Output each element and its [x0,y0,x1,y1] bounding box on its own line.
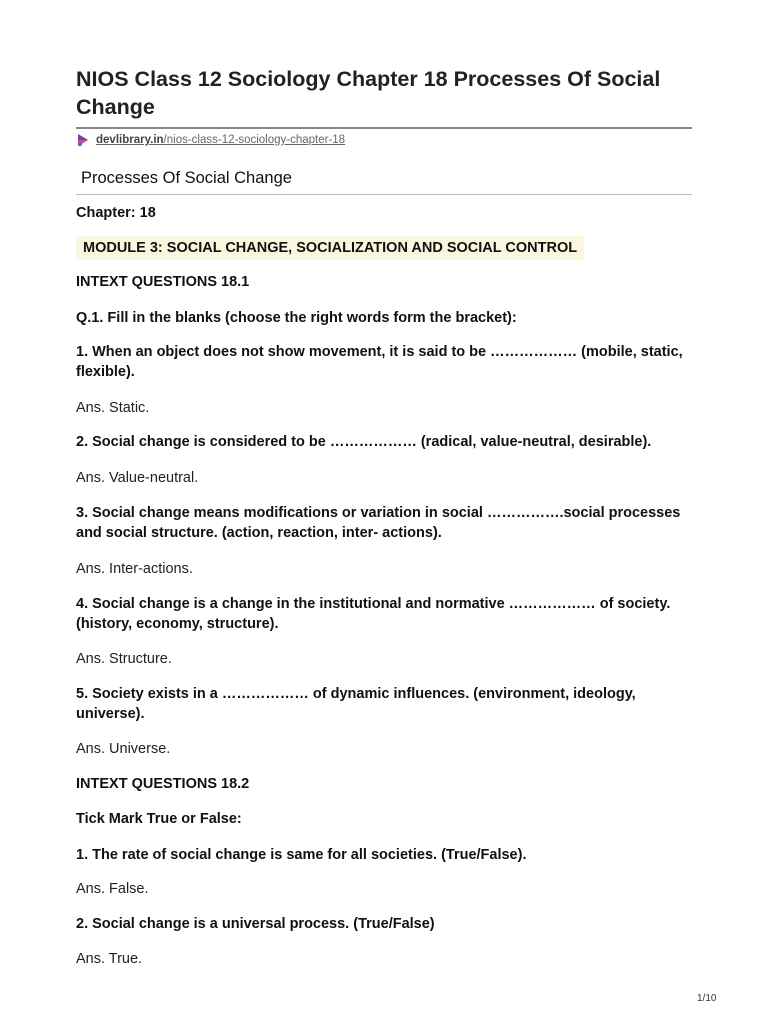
answer-3: Ans. Inter-actions. [76,561,193,577]
question-3: 3. Social change means modifications or variation in social …………….social processes and social structure. (action, reaction, inter- actions). [76,505,681,541]
answer-2: Ans. Value-neutral. [76,470,199,486]
q1-heading: Q.1. Fill in the blanks (choose the right words form the bracket): [76,310,517,326]
question-1: 1. When an object does not show movement, it is said to be ……………… (mobile, static, flexible). [76,344,683,380]
question-2: 2. Social change is considered to be ……………… (radical, value-neutral, desirable). [76,434,652,450]
tf-question-1: 1. The rate of social change is same for all societies. (True/False). [76,847,527,863]
question-5: 5. Society exists in a ……………… of dynamic influences. (environment, ideology, universe). [76,686,636,722]
intext-heading-1: INTEXT QUESTIONS 18.1 [76,274,250,290]
intext-heading-2: INTEXT QUESTIONS 18.2 [76,776,250,792]
source-line [76,132,345,148]
source-link[interactable] [96,134,345,146]
source-path[interactable]: /nios-class-12-sociology-chapter-18 [163,134,346,146]
title-divider [76,127,692,129]
tf-answer-1: Ans. False. [76,881,149,897]
question-4: 4. Social change is a change in the institutional and normative ……………… of society. (history, economy, structure). [76,596,671,632]
section-title: Processes Of Social Change [81,169,292,187]
source-domain[interactable]: devlibrary.in [96,134,164,146]
document-title: NIOS Class 12 Sociology Chapter 18 Processes Of Social Change [76,67,661,119]
answer-1: Ans. Static. [76,400,150,416]
section-divider [76,194,692,195]
tf-question-2: 2. Social change is a universal process. (True/False) [76,916,435,932]
page-indicator: 1/10 [697,993,717,1004]
devlibrary-logo-icon [76,133,90,147]
module-banner: MODULE 3: SOCIAL CHANGE, SOCIALIZATION AND SOCIAL CONTROL [76,236,584,260]
tf-answer-2: Ans. True. [76,951,143,967]
tick-heading: Tick Mark True or False: [76,811,242,827]
answer-5: Ans. Universe. [76,741,171,757]
answer-4: Ans. Structure. [76,651,172,667]
chapter-label: Chapter: 18 [76,205,156,221]
